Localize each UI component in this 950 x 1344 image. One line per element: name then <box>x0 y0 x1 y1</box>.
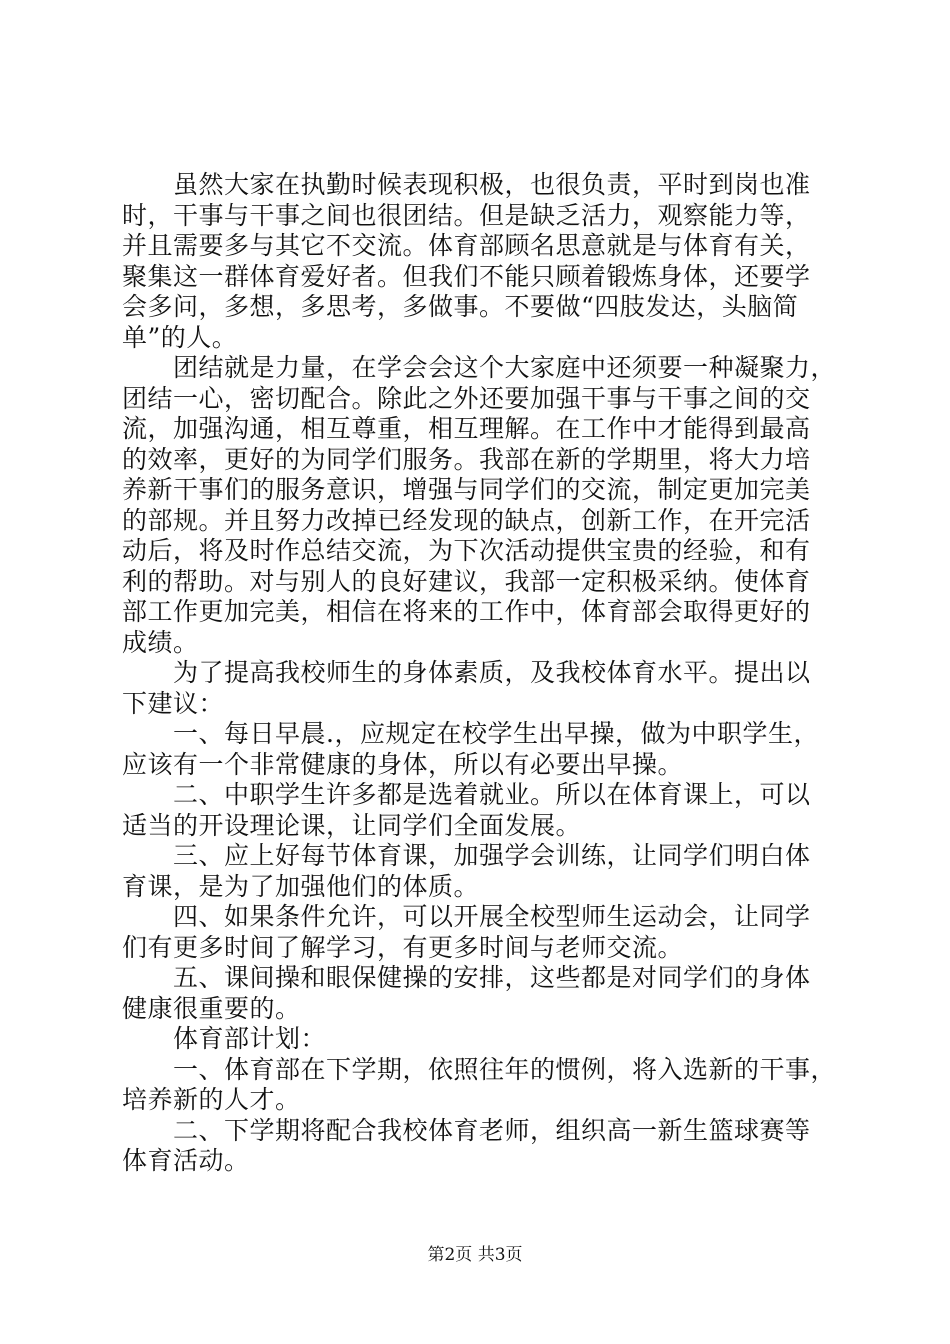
text-line: 体育活动。 <box>122 1146 250 1175</box>
text-line: 团结一心，密切配合。除此之外还要加强干事与干事之间的交 <box>122 383 811 413</box>
text-line: 动后，将及时作总结交流，为下次活动提供宝贵的经验，和有 <box>122 536 811 565</box>
text-line: 五、课间操和眼保健操的安排，这些都是对同学们的身体 <box>122 963 811 992</box>
text-line: 部工作更加完美，相信在将来的工作中，体育部会取得更好的 <box>122 597 811 626</box>
text-line: 单”的人。 <box>122 322 238 352</box>
text-line: 一、每日早晨.，应规定在校学生出早操，做为中职学生， <box>122 719 819 748</box>
text-line: 聚集这一群体育爱好者。但我们不能只顾着锻炼身体，还要学 <box>122 261 811 291</box>
text-line: 育课，是为了加强他们的体质。 <box>122 871 480 901</box>
text-line: 培养新的人才。 <box>122 1085 301 1114</box>
text-line: 下建议： <box>122 688 225 718</box>
text-line: 为了提高我校师生的身体素质，及我校体育水平。提出以 <box>122 658 811 687</box>
text-line: 适当的开设理论课，让同学们全面发展。 <box>122 810 582 840</box>
text-line: 成绩。 <box>122 627 199 657</box>
text-line: 四、如果条件允许，可以开展全校型师生运动会，让同学 <box>122 902 811 931</box>
text-line: 的部规。并且努力改掉已经发现的缺点，创新工作，在开完活 <box>122 505 811 535</box>
text-line: 体育部计划： <box>122 1024 327 1053</box>
text-line: 二、下学期将配合我校体育老师，组织高一新生篮球赛等 <box>122 1115 811 1145</box>
text-line: 们有更多时间了解学习，有更多时间与老师交流。 <box>122 932 684 962</box>
text-line: 应该有一个非常健康的身体，所以有必要出早操。 <box>122 749 684 779</box>
text-line: 一、体育部在下学期，依照往年的惯例，将入选新的干事， <box>122 1054 837 1084</box>
text-line: 并且需要多与其它不交流。体育部顾名思意就是与体育有关， <box>122 231 811 260</box>
text-line: 会多问，多想，多思考，多做事。不要做“四肢发达，头脑简 <box>122 292 799 321</box>
text-line: 流，加强沟通，相互尊重，相互理解。在工作中才能得到最高 <box>122 414 811 443</box>
text-line: 三、应上好每节体育课，加强学会训练，让同学们明白体 <box>122 841 811 870</box>
text-line: 虽然大家在执勤时候表现积极，也很负责，平时到岗也准 <box>122 170 811 199</box>
text-line: 团结就是力量，在学会会这个大家庭中还须要一种凝聚力， <box>122 353 837 382</box>
text-line: 二、中职学生许多都是选着就业。所以在体育课上，可以 <box>122 780 811 809</box>
text-line: 利的帮助。对与别人的良好建议，我部一定积极采纳。使体育 <box>122 566 811 596</box>
body-text <box>122 170 842 1177</box>
text-line: 时，干事与干事之间也很团结。但是缺乏活力，观察能力等， <box>122 200 811 230</box>
text-line: 养新干事们的服务意识，增强与同学们的交流，制定更加完美 <box>122 475 811 504</box>
text-line: 健康很重要的。 <box>122 993 301 1023</box>
page-number-footer: 第2页 共3页 <box>427 1245 523 1265</box>
text-line: 的效率，更好的为同学们服务。我部在新的学期里，将大力培 <box>122 444 811 474</box>
